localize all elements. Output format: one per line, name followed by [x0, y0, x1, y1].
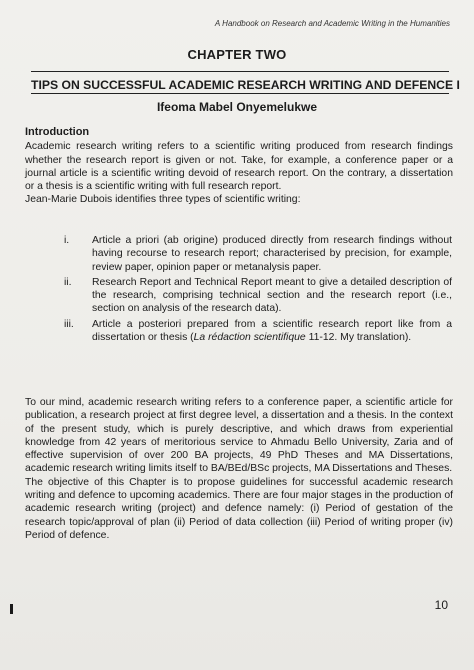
- chapter-number: CHAPTER TWO: [187, 47, 287, 62]
- chapter-title: TIPS ON SUCCESSFUL ACADEMIC RESEARCH WRITING AND DEFENCE I: [31, 78, 460, 92]
- title-rule-bottom: [31, 93, 449, 94]
- list-item-text: Article a priori (ab origine) produced directly from research findings without having recourse to research report; characterised by precision, for example, review paper, opinion paper or metanalysis paper.: [92, 235, 452, 273]
- list-item-text: Article a posteriori prepared from a scientific research report like from a dissertation or thesis (: [92, 318, 452, 344]
- list-lead-in: Jean-Marie Dubois identifies three types of scientific writing:: [25, 194, 301, 206]
- body-paragraph-2: The objective of this Chapter is to propose guidelines for successful academic research writing and defence to upcoming academics. There are four major stages in the production of academic research writing (project) and defence namely: (i) Period of gestation of the research topic/approval of plan (ii) Period of data collection (iii) Period of writing proper (iv) Period of defence.: [25, 476, 453, 541]
- list-marker: ii.: [64, 276, 72, 288]
- list-item: [60, 318, 452, 345]
- list-item: [60, 276, 452, 316]
- section-heading-introduction: Introduction: [25, 126, 90, 138]
- list-item-text-after: 11-12. My translation).: [305, 332, 412, 344]
- running-header: A Handbook on Research and Academic Writing in the Humanities: [214, 19, 450, 28]
- list-marker: iii.: [64, 318, 74, 330]
- list-item-text: Research Report and Technical Report meant to give a detailed description of the research, comprising technical section and the research report (i.e., section on analysis of the research data).: [92, 276, 452, 315]
- list-marker: i.: [64, 235, 70, 246]
- introduction-paragraph: Academic research writing refers to a scientific writing produced from research findings whether the research report is given or not. Take, for example, a conference paper or a journal article is a scientific writing devoid of research report. On the contrary, a dissertation or a thesis is a scientific writing with full research report.: [25, 141, 453, 193]
- body-paragraph-1: To our mind, academic research writing refers to a conference paper, a scientific article for publication, a research project at first degree level, a dissertation and a thesis. In the context of the present study, which is purely descriptive, and which draws from experiential knowledge from 42 years of meritorious service to Ahmadu Bello University, Zaria and of effective supervision of over 200 BA projects, 49 PhD Theses and MA Dissertations, academic research writing limits itself to BA/BEd/BSc projects, MA Dissertations and Theses.: [25, 397, 453, 475]
- list-item: [60, 234, 452, 274]
- title-rule-top: [31, 71, 449, 72]
- author-name: Ifeoma Mabel Onyemelukwe: [156, 100, 318, 114]
- page-number: 10: [434, 598, 448, 612]
- body-section: [25, 396, 453, 542]
- margin-mark: [10, 604, 13, 614]
- scientific-writing-types-list: [60, 234, 452, 346]
- introduction-section: [25, 126, 453, 207]
- cited-work-title: La rédaction scientifique: [193, 332, 306, 344]
